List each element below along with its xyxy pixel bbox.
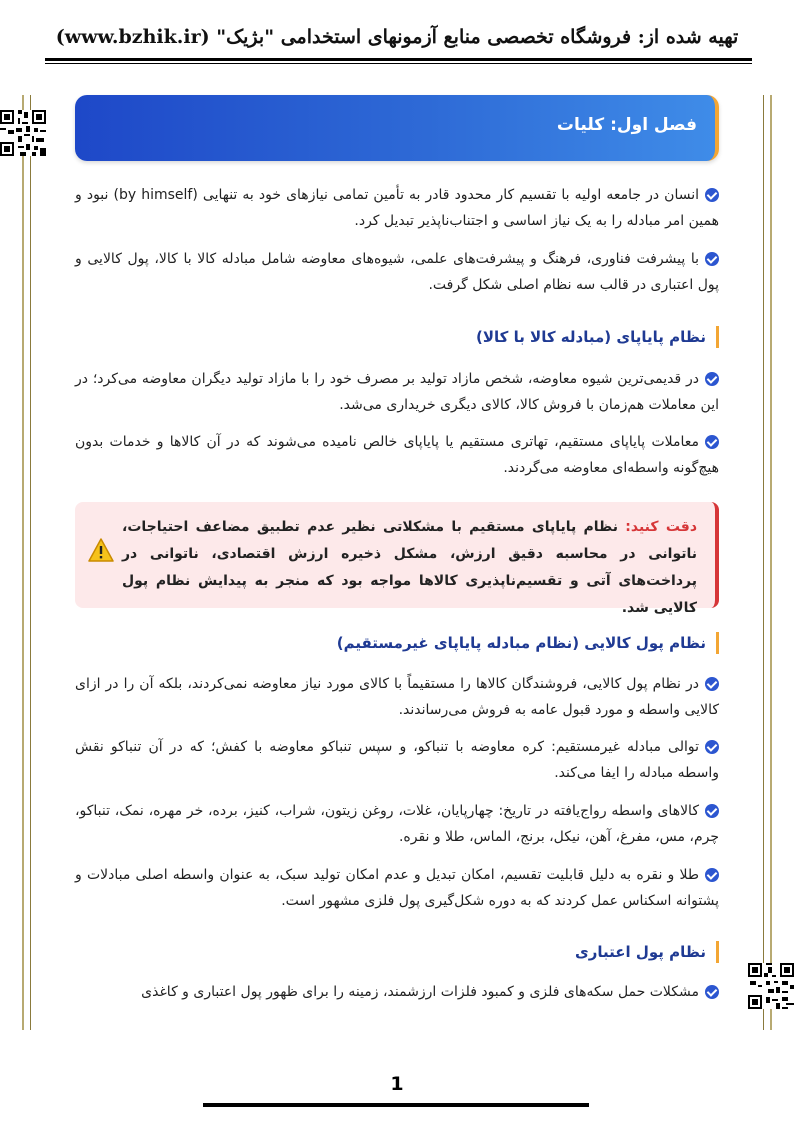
check-circle-icon xyxy=(705,868,719,882)
section-heading: نظام پول کالایی (نظام مبادله پایاپای غیرمستقیم) xyxy=(337,632,719,654)
alert-label: دقت کنید: xyxy=(625,519,698,535)
right-border-rule xyxy=(763,95,772,1030)
chapter-banner xyxy=(75,95,719,161)
check-circle-icon xyxy=(705,804,719,818)
bullet-text: مشکلات حمل سکه‌های فلزی و کمبود فلزات ارزشمند، زمینه را برای ظهور پول اعتباری و کاغذی xyxy=(141,984,699,1000)
list-item xyxy=(75,429,719,481)
list-item xyxy=(75,862,719,914)
header-title: تهیه شده از: فروشگاه تخصصی منابع آزمونهای استخدامی "بژیک" (www.bzhik.ir) xyxy=(55,26,739,48)
check-circle-icon xyxy=(705,188,719,202)
bullet-text: انسان در جامعه اولیه با تقسیم کار محدود قادر به تأمین تمامی نیازهای خود به تنهایی (by himself) نبود و همین امر مبادله را به یک نیاز اساسی و اجتناب‌ناپذیر تبدیل کرد. xyxy=(75,187,719,229)
chapter-title: فصل اول: کلیات xyxy=(556,115,697,135)
list-item xyxy=(75,979,719,1005)
list-item xyxy=(75,798,719,850)
alert-content xyxy=(122,514,697,622)
header-divider-thin xyxy=(45,63,752,64)
bullet-text: معاملات پایاپای مستقیم، تهاتری مستقیم یا پایاپای خالص نامیده می‌شوند که در آن کالاها و خدمات بدون هیچ‌گونه واسطه‌ای معاوضه می‌گردند. xyxy=(75,434,719,476)
list-item xyxy=(75,366,719,418)
warning-icon xyxy=(88,538,114,562)
page-number: 1 xyxy=(390,1073,404,1095)
alert-text: نظام پایاپای مستقیم با مشکلاتی نظیر عدم تطبیق مضاعف احتیاجات، ناتوانی در محاسبه دقیق ارزش، مشکل ذخیره ارزش اقتصادی، ناتوانی در پرداخت‌های آتی و تقسیم‌ناپذیری کالاها مواجه بود که منجر به پیدایش نظام پول کالایی شد. xyxy=(122,519,697,616)
header-divider-thick xyxy=(45,58,752,61)
bullet-text: توالی مبادله غیرمستقیم: کره معاوضه با تنباکو، و سپس تنباکو معاوضه با کفش؛ که در آن تنباکو نقش واسطه مبادله را ایفا می‌کند. xyxy=(75,739,719,781)
section-heading: نظام پایاپای (مبادله کالا با کالا) xyxy=(476,326,719,348)
list-item xyxy=(75,671,719,723)
bullet-text: با پیشرفت فناوری، فرهنگ و پیشرفت‌های علمی، شیوه‌های معاوضه شامل مبادله کالا با کالا، پول کالایی و پول اعتباری در قالب سه نظام اصلی شکل گرفت. xyxy=(75,251,719,293)
alert-box xyxy=(75,502,719,616)
bullet-text: در قدیمی‌ترین شیوه معاوضه، شخص مازاد تولید بر مصرف خود را با مازاد تولید دیگران معاوضه می‌کرد؛ در این معاملات هم‌زمان با فروش کالا، کالای دیگری خریداری می‌شد. xyxy=(75,371,719,413)
list-item xyxy=(75,734,719,786)
footer-divider xyxy=(203,1103,589,1107)
check-circle-icon xyxy=(705,985,719,999)
left-border-rule xyxy=(22,95,31,1030)
bullet-text: کالاهای واسطه رواج‌یافته در تاریخ: چهارپایان، غلات، روغن زیتون، شراب، کنیز، برده، خر مهره، نمک، تنباکو، چرم، مس، مفرغ، آهن، نیکل، برنج، الماس، طلا و نقره. xyxy=(75,803,719,845)
check-circle-icon xyxy=(705,252,719,266)
check-circle-icon xyxy=(705,435,719,449)
list-item xyxy=(75,182,719,234)
check-circle-icon xyxy=(705,740,719,754)
qr-code-icon xyxy=(0,110,46,156)
list-item xyxy=(75,246,719,298)
section-heading: نظام پول اعتباری xyxy=(575,941,719,963)
check-circle-icon xyxy=(705,372,719,386)
bullet-text: طلا و نقره به دلیل قابلیت تقسیم، امکان تبدیل و عدم امکان تولید سبک، به عنوان واسطه اصلی مبادلات و پشتوانه اسکناس عمل کردند که به دوره شکل‌گیری پول فلزی مشهور است. xyxy=(75,867,719,909)
qr-code-icon xyxy=(748,963,794,1009)
bullet-text: در نظام پول کالایی، فروشندگان کالاها را مستقیماً با کالای مورد نیاز معاوضه نمی‌کردند، بلکه آن را در ازای کالایی واسطه و مورد قبول عامه به فروش می‌رساندند. xyxy=(75,676,719,718)
check-circle-icon xyxy=(705,677,719,691)
